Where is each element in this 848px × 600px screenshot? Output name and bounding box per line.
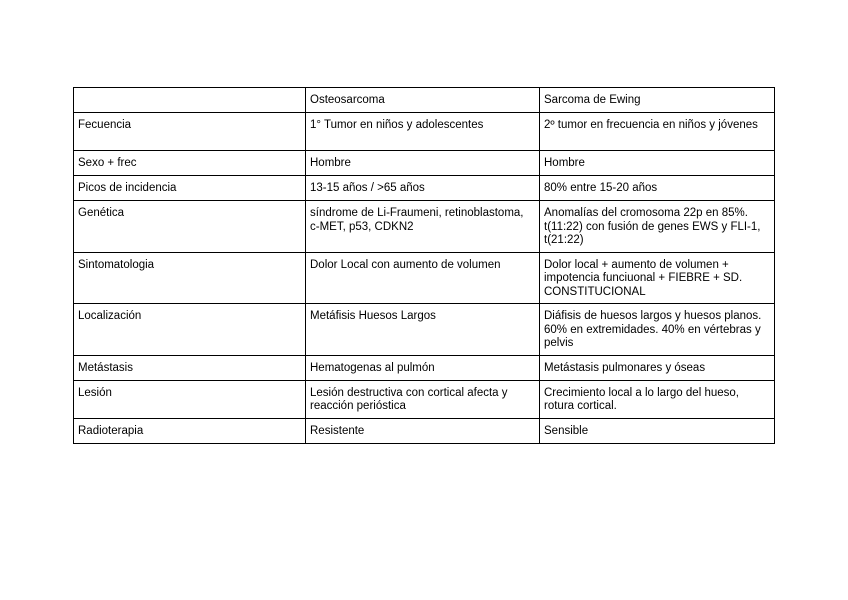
row-label: Metástasis (74, 355, 306, 380)
row-label: Localización (74, 304, 306, 356)
osteosarcoma-cell: 1° Tumor en niños y adolescentes (306, 113, 540, 151)
table-row (74, 113, 775, 151)
table-row (74, 151, 775, 176)
row-label: Lesión (74, 380, 306, 418)
table-row (74, 304, 775, 356)
comparison-table (73, 87, 775, 444)
header-row (74, 88, 775, 113)
table-row (74, 252, 775, 304)
ewing-cell: Sensible (540, 418, 775, 443)
ewing-cell: Metástasis pulmonares y óseas (540, 355, 775, 380)
osteosarcoma-cell: Dolor Local con aumento de volumen (306, 252, 540, 304)
header-cell-osteosarcoma: Osteosarcoma (306, 88, 540, 113)
osteosarcoma-cell: síndrome de Li-Fraumeni, retinoblastoma, c-MET, p53, CDKN2 (306, 201, 540, 253)
row-label: Fecuencia (74, 113, 306, 151)
ewing-cell: 2º tumor en frecuencia en niños y jóvenes (540, 113, 775, 151)
osteosarcoma-cell: Lesión destructiva con cortical afecta y reacción perióstica (306, 380, 540, 418)
table-row (74, 380, 775, 418)
osteosarcoma-cell: 13-15 años / >65 años (306, 176, 540, 201)
osteosarcoma-cell: Resistente (306, 418, 540, 443)
row-label: Radioterapia (74, 418, 306, 443)
osteosarcoma-cell: Metáfisis Huesos Largos (306, 304, 540, 356)
header-cell-ewing: Sarcoma de Ewing (540, 88, 775, 113)
row-label: Genética (74, 201, 306, 253)
table-row (74, 418, 775, 443)
table-row (74, 176, 775, 201)
ewing-cell: Hombre (540, 151, 775, 176)
ewing-cell: Diáfisis de huesos largos y huesos planos. 60% en extremidades. 40% en vértebras y pelvis (540, 304, 775, 356)
ewing-cell: 80% entre 15-20 años (540, 176, 775, 201)
row-label: Picos de incidencia (74, 176, 306, 201)
table-row (74, 355, 775, 380)
ewing-cell: Dolor local + aumento de volumen + impotencia funciuonal + FIEBRE + SD. CONSTITUCIONAL (540, 252, 775, 304)
row-label: Sintomatologia (74, 252, 306, 304)
table-row (74, 201, 775, 253)
ewing-cell: Anomalías del cromosoma 22p en 85%. t(11:22) con fusión de genes EWS y FLI-1, t(21:22) (540, 201, 775, 253)
osteosarcoma-cell: Hematogenas al pulmón (306, 355, 540, 380)
header-cell-blank (74, 88, 306, 113)
ewing-cell: Crecimiento local a lo largo del hueso, rotura cortical. (540, 380, 775, 418)
osteosarcoma-cell: Hombre (306, 151, 540, 176)
row-label: Sexo + frec (74, 151, 306, 176)
